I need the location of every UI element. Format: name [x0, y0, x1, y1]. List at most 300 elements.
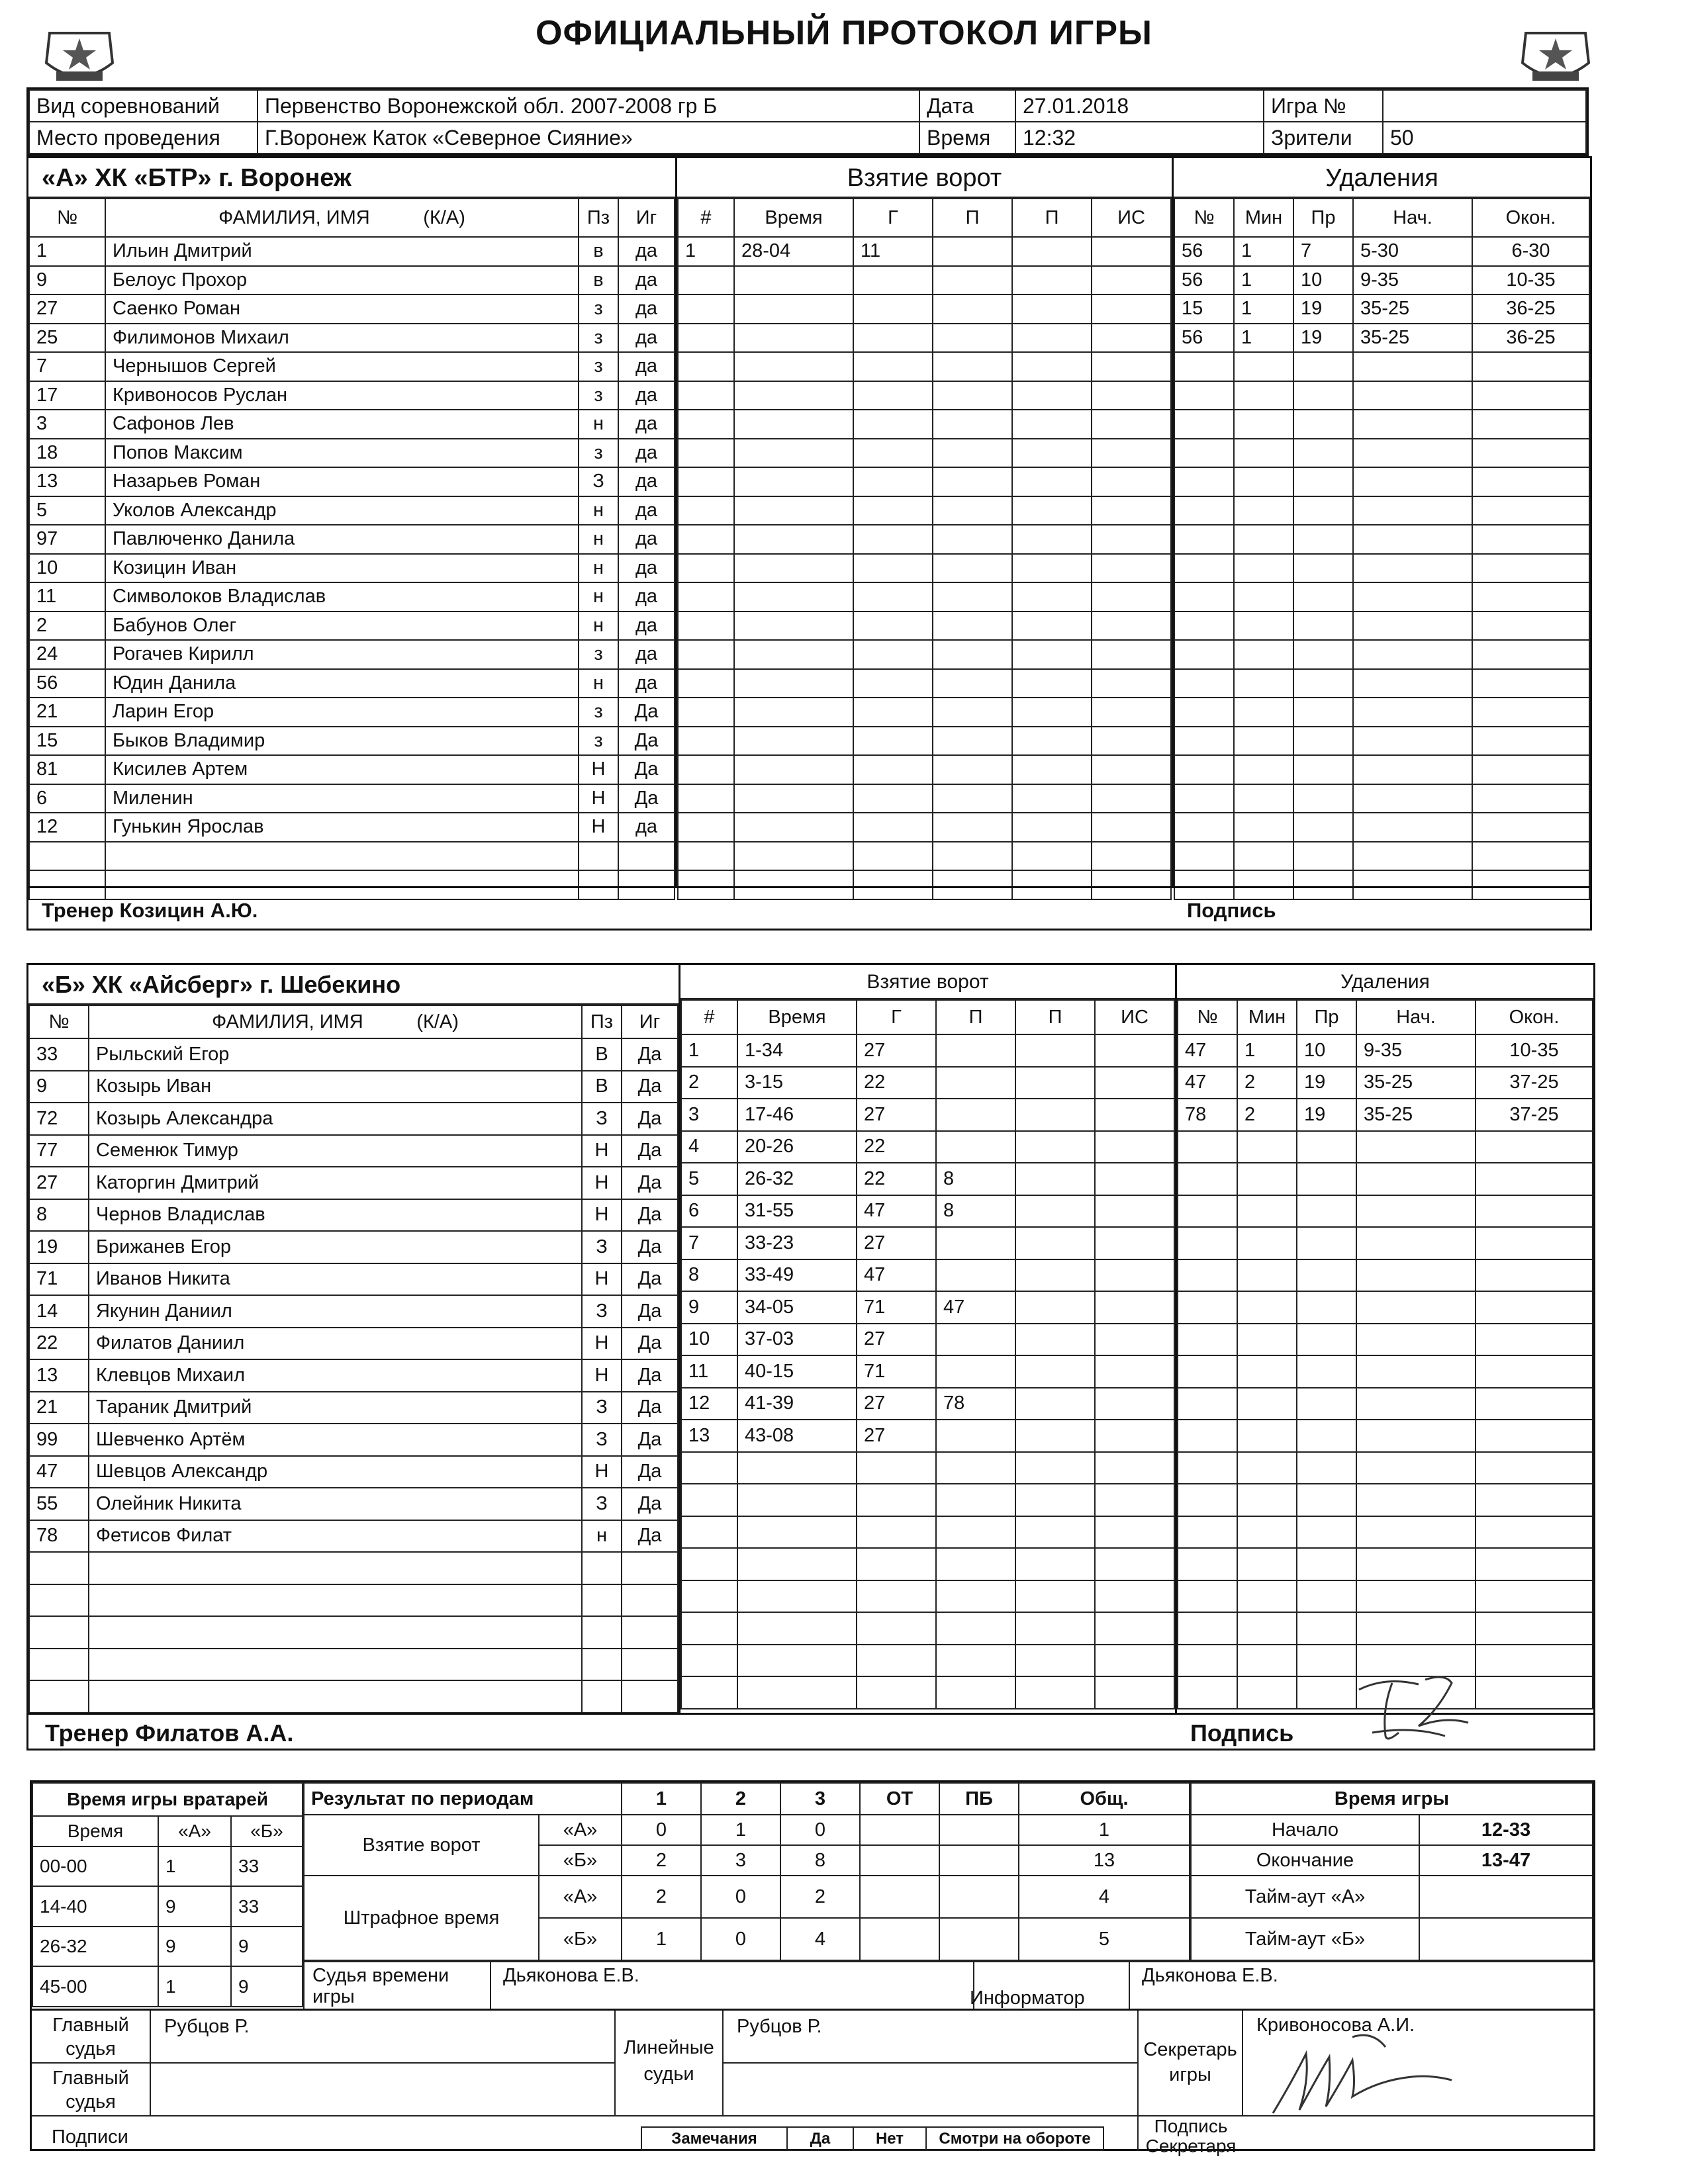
- player-name: [105, 842, 579, 871]
- player-position: з: [579, 352, 618, 381]
- player-played: [622, 1680, 678, 1713]
- goal-empty-cell: [933, 784, 1012, 813]
- col-goal-assist-2: П: [1015, 1000, 1095, 1034]
- goal-empty-cell: [853, 698, 933, 727]
- goal-p1: 47: [936, 1291, 1015, 1324]
- table-row: [681, 1388, 1174, 1420]
- goal-empty-cell: [1092, 813, 1171, 842]
- goal-n: 7: [681, 1227, 737, 1259]
- penalty-empty-cell: [1353, 582, 1472, 612]
- goal-empty-cell: [734, 582, 853, 612]
- goal-empty-cell: [853, 669, 933, 698]
- pen-b-label: «Б»: [539, 1918, 622, 1960]
- table-row: [29, 1520, 678, 1553]
- pen-a-total: 4: [1019, 1876, 1190, 1918]
- goal-empty-cell: [678, 439, 734, 468]
- table-row: [29, 1135, 678, 1167]
- table-row: [1174, 669, 1589, 698]
- goal-empty-cell: [1092, 295, 1171, 324]
- player-position: з: [579, 295, 618, 324]
- player-played: да: [618, 352, 675, 381]
- player-played: да: [618, 612, 675, 641]
- table-row: [1178, 1227, 1593, 1259]
- penalty-empty-cell: [1293, 784, 1353, 813]
- period-col-total: Общ.: [1019, 1783, 1190, 1815]
- table-row: [1174, 698, 1589, 727]
- penalty-end: 10-35: [1472, 266, 1589, 295]
- penalty-empty-cell: [1237, 1355, 1297, 1388]
- table-row: [1178, 1195, 1593, 1228]
- player-position: З: [582, 1392, 622, 1424]
- player-number: 13: [29, 1359, 89, 1392]
- penalty-end: 36-25: [1472, 324, 1589, 353]
- player-played: Да: [622, 1263, 678, 1296]
- penalty-empty-cell: [1472, 582, 1589, 612]
- col-penalty-end: Окон.: [1476, 1000, 1593, 1034]
- goal-time: 40-15: [737, 1355, 857, 1388]
- goal-empty-cell: [936, 1676, 1015, 1709]
- goal-empty-cell: [734, 439, 853, 468]
- penalty-empty-cell: [1234, 755, 1293, 784]
- player-number: [29, 1616, 89, 1649]
- penalty-empty-cell: [1293, 554, 1353, 583]
- col-penalty-reason: Пр: [1293, 199, 1353, 237]
- player-number: 71: [29, 1263, 89, 1296]
- goal-p1: 8: [936, 1163, 1015, 1195]
- col-name: ФАМИЛИЯ, ИМЯ (К/А): [89, 1005, 582, 1038]
- penalty-empty-cell: [1353, 698, 1472, 727]
- player-number: 7: [29, 352, 105, 381]
- penalty-empty-cell: [1476, 1645, 1593, 1677]
- table-row: [1178, 1580, 1593, 1613]
- informer-label: Информатор: [970, 1987, 1085, 2009]
- goal-empty-cell: [933, 295, 1012, 324]
- goalie-col-b: «Б»: [231, 1816, 303, 1846]
- table-row: [32, 1886, 303, 1927]
- penalty-empty-cell: [1353, 612, 1472, 641]
- goal-is: [1095, 1259, 1174, 1292]
- penalty-pr: 19: [1293, 324, 1353, 353]
- penalty-empty-cell: [1178, 1195, 1237, 1228]
- header-table: [26, 87, 1589, 156]
- goal-empty-cell: [734, 669, 853, 698]
- goal-is: [1095, 1355, 1174, 1388]
- player-name: Чернышов Сергей: [105, 352, 579, 381]
- table-row: [29, 1649, 678, 1681]
- goal-n: 8: [681, 1259, 737, 1292]
- goal-empty-cell: [1015, 1612, 1095, 1645]
- table-row: [678, 295, 1171, 324]
- goal-is: [1095, 1291, 1174, 1324]
- penalty-empty-cell: [1174, 467, 1234, 496]
- goal-g: 22: [857, 1131, 936, 1163]
- player-played: Да: [622, 1231, 678, 1263]
- game-start-value: 12-33: [1419, 1815, 1593, 1845]
- goals-b-total: 13: [1019, 1845, 1190, 1876]
- goal-empty-cell: [1092, 410, 1171, 439]
- goal-g: 27: [857, 1324, 936, 1356]
- player-name: Олейник Никита: [89, 1488, 582, 1520]
- penalty-empty-cell: [1234, 698, 1293, 727]
- team-b-penalties-table: [1177, 999, 1593, 1709]
- penalty-min: 1: [1237, 1034, 1297, 1067]
- officials-block: [32, 2009, 1593, 2156]
- table-row: [29, 439, 675, 468]
- goal-empty-cell: [933, 496, 1012, 525]
- table-row: [29, 813, 675, 842]
- penalty-empty-cell: [1356, 1131, 1476, 1163]
- timeout-a-value: [1419, 1876, 1593, 1918]
- goal-empty-cell: [1012, 640, 1092, 669]
- table-row: [678, 842, 1171, 871]
- penalty-start: 35-25: [1353, 295, 1472, 324]
- table-row: [29, 842, 675, 871]
- goal-empty-cell: [853, 582, 933, 612]
- table-row: [1178, 1355, 1593, 1388]
- table-row: [1178, 1516, 1593, 1549]
- player-name: Гунькин Ярослав: [105, 813, 579, 842]
- player-position: В: [582, 1071, 622, 1103]
- player-position: з: [579, 727, 618, 756]
- goal-empty-cell: [933, 381, 1012, 410]
- penalty-empty-cell: [1178, 1324, 1237, 1356]
- goal-empty-cell: [678, 612, 734, 641]
- goal-empty-cell: [853, 352, 933, 381]
- goal-empty-cell: [853, 554, 933, 583]
- table-row: [29, 1199, 678, 1232]
- col-goal-time: Время: [734, 199, 853, 237]
- penalty-empty-cell: [1293, 640, 1353, 669]
- player-number: [29, 842, 105, 871]
- penalty-min: 1: [1234, 237, 1293, 266]
- player-number: 10: [29, 554, 105, 583]
- goal-empty-cell: [1012, 784, 1092, 813]
- player-position: З: [582, 1295, 622, 1328]
- penalty-empty-cell: [1234, 640, 1293, 669]
- player-position: З: [582, 1424, 622, 1456]
- timeout-b-value: [1419, 1918, 1593, 1960]
- team-a-penalties-title: Удаления: [1174, 158, 1590, 198]
- table-row: [1174, 612, 1589, 641]
- penalty-empty-cell: [1472, 612, 1589, 641]
- player-number: [29, 1649, 89, 1681]
- penalty-empty-cell: [1356, 1516, 1476, 1549]
- penalty-no: 78: [1178, 1099, 1237, 1131]
- player-position: н: [579, 554, 618, 583]
- league-logo-right: [1516, 26, 1595, 89]
- table-row: [678, 237, 1171, 266]
- penalty-empty-cell: [1353, 467, 1472, 496]
- table-row: [1174, 554, 1589, 583]
- goals-a-total: 1: [1019, 1815, 1190, 1845]
- goals-b-p1: 2: [622, 1845, 701, 1876]
- pen-a-ot: [860, 1876, 939, 1918]
- goal-n: 2: [681, 1067, 737, 1099]
- table-row: [29, 1328, 678, 1360]
- table-row: [681, 1259, 1174, 1292]
- goal-g: 22: [857, 1067, 936, 1099]
- table-row: [29, 1103, 678, 1135]
- goal-empty-cell: [853, 612, 933, 641]
- line-judges-label: Линейные судьи: [614, 2011, 724, 2116]
- penalty-empty-cell: [1178, 1163, 1237, 1195]
- goal-empty-cell: [936, 1516, 1015, 1549]
- goalie-b: 33: [231, 1846, 303, 1887]
- goal-empty-cell: [678, 784, 734, 813]
- goal-n: 1: [681, 1034, 737, 1067]
- signatures-label: Подписи: [52, 2126, 128, 2148]
- penalty-empty-cell: [1472, 669, 1589, 698]
- pen-b-ot: [860, 1918, 939, 1960]
- penalty-empty-cell: [1174, 582, 1234, 612]
- goal-is: [1095, 1067, 1174, 1099]
- goal-empty-cell: [936, 1612, 1015, 1645]
- remarks-yes-checkbox[interactable]: Да: [788, 2128, 854, 2150]
- table-row: [681, 1291, 1174, 1324]
- col-goal-situation: ИС: [1095, 1000, 1174, 1034]
- penalty-empty-cell: [1174, 496, 1234, 525]
- penalty-empty-cell: [1353, 784, 1472, 813]
- goal-empty-cell: [933, 842, 1012, 871]
- goal-p2: [1012, 237, 1092, 266]
- goal-empty-cell: [853, 324, 933, 353]
- goal-empty-cell: [681, 1676, 737, 1709]
- goal-is: [1095, 1324, 1174, 1356]
- main-judge-value-1: Рубцов Р.: [151, 2011, 614, 2064]
- penalty-empty-cell: [1174, 381, 1234, 410]
- goal-empty-cell: [853, 813, 933, 842]
- shield-star-icon: [1516, 26, 1595, 89]
- col-penalty-start: Нач.: [1356, 1000, 1476, 1034]
- date-label: Дата: [919, 90, 1015, 122]
- player-played: [622, 1552, 678, 1584]
- goal-empty-cell: [734, 295, 853, 324]
- penalty-empty-cell: [1293, 381, 1353, 410]
- penalty-empty-cell: [1476, 1548, 1593, 1580]
- secretary-value: Кривоносова А.И.: [1243, 2011, 1593, 2116]
- goal-empty-cell: [1092, 467, 1171, 496]
- goal-empty-cell: [1092, 870, 1171, 899]
- table-row: [29, 295, 675, 324]
- penalty-empty-cell: [1472, 727, 1589, 756]
- penalty-empty-cell: [1356, 1580, 1476, 1613]
- player-name: Козырь Александра: [89, 1103, 582, 1135]
- player-position: н: [579, 582, 618, 612]
- period-results-table: [303, 1782, 1190, 1961]
- goal-empty-cell: [678, 669, 734, 698]
- player-name: Кривоносов Руслан: [105, 381, 579, 410]
- table-row: [1174, 525, 1589, 554]
- goal-n: 13: [681, 1420, 737, 1452]
- player-played: да: [618, 582, 675, 612]
- penalty-empty-cell: [1297, 1612, 1356, 1645]
- league-logo-left: [40, 26, 119, 89]
- goal-is: [1095, 1131, 1174, 1163]
- penalty-empty-cell: [1178, 1612, 1237, 1645]
- goal-empty-cell: [1092, 496, 1171, 525]
- player-number: 12: [29, 813, 105, 842]
- table-row: [29, 266, 675, 295]
- player-position: Н: [582, 1135, 622, 1167]
- player-played: Да: [622, 1328, 678, 1360]
- penalty-empty-cell: [1293, 870, 1353, 899]
- player-number: 21: [29, 1392, 89, 1424]
- player-position: з: [579, 698, 618, 727]
- goal-empty-cell: [681, 1484, 737, 1516]
- goal-empty-cell: [1012, 554, 1092, 583]
- goal-empty-cell: [1015, 1645, 1095, 1677]
- goal-p2: [1015, 1163, 1095, 1195]
- player-position: з: [579, 324, 618, 353]
- table-row: [1178, 1131, 1593, 1163]
- goal-time: 34-05: [737, 1291, 857, 1324]
- goal-p1: 8: [936, 1195, 1015, 1228]
- goal-empty-cell: [678, 582, 734, 612]
- table-row: [1178, 1259, 1593, 1292]
- penalty-empty-cell: [1356, 1163, 1476, 1195]
- table-row: [1174, 266, 1589, 295]
- table-row: [1178, 1388, 1593, 1420]
- table-row: [1178, 1420, 1593, 1452]
- penalty-empty-cell: [1472, 381, 1589, 410]
- col-penalty-reason: Пр: [1297, 1000, 1356, 1034]
- player-number: 24: [29, 640, 105, 669]
- period-col-ot: ОТ: [860, 1783, 939, 1815]
- player-number: 99: [29, 1424, 89, 1456]
- goals-b-p3: 8: [780, 1845, 860, 1876]
- pen-a-label: «А»: [539, 1876, 622, 1918]
- penalty-no: 56: [1174, 324, 1234, 353]
- player-number: 6: [29, 784, 105, 813]
- table-row: [29, 1552, 678, 1584]
- penalty-empty-cell: [1237, 1452, 1297, 1484]
- goal-empty-cell: [681, 1452, 737, 1484]
- table-row: [1174, 582, 1589, 612]
- table-row: [1174, 352, 1589, 381]
- col-position: Пз: [579, 199, 618, 237]
- table-row: [29, 467, 675, 496]
- goal-n: 3: [681, 1099, 737, 1131]
- player-name: [89, 1616, 582, 1649]
- player-played: Да: [618, 698, 675, 727]
- player-played: Да: [622, 1199, 678, 1232]
- player-position: н: [579, 525, 618, 554]
- penalty-empty-cell: [1297, 1259, 1356, 1292]
- penalty-empty-cell: [1293, 352, 1353, 381]
- goal-g: 27: [857, 1099, 936, 1131]
- table-row: [678, 813, 1171, 842]
- player-name: Попов Максим: [105, 439, 579, 468]
- remarks-no-checkbox[interactable]: Нет: [854, 2128, 927, 2150]
- penalty-empty-cell: [1476, 1484, 1593, 1516]
- penalty-empty-cell: [1356, 1420, 1476, 1452]
- goal-empty-cell: [678, 640, 734, 669]
- penalty-empty-cell: [1353, 496, 1472, 525]
- remarks-box: [641, 2126, 1104, 2151]
- penalty-empty-cell: [1234, 582, 1293, 612]
- player-played: да: [618, 410, 675, 439]
- penalty-empty-cell: [1234, 496, 1293, 525]
- goal-empty-cell: [1092, 698, 1171, 727]
- table-row: [678, 640, 1171, 669]
- goal-p1: [936, 1259, 1015, 1292]
- player-name: Быков Владимир: [105, 727, 579, 756]
- penalty-empty-cell: [1293, 467, 1353, 496]
- player-number: 27: [29, 1167, 89, 1199]
- goal-empty-cell: [853, 439, 933, 468]
- table-row: [681, 1355, 1174, 1388]
- player-number: 21: [29, 698, 105, 727]
- table-row: [1178, 1612, 1593, 1645]
- penalty-empty-cell: [1237, 1580, 1297, 1613]
- penalty-empty-cell: [1293, 582, 1353, 612]
- penalty-empty-cell: [1472, 784, 1589, 813]
- penalty-empty-cell: [1178, 1484, 1237, 1516]
- game-time-table: [1190, 1782, 1593, 1961]
- main-judge-value-2: [151, 2064, 614, 2116]
- goalie-a: 9: [158, 1927, 231, 1967]
- penalty-empty-cell: [1293, 727, 1353, 756]
- goal-empty-cell: [678, 813, 734, 842]
- col-goal-time: Время: [737, 1000, 857, 1034]
- table-row: [678, 669, 1171, 698]
- time-judge-label: Судья времени игры: [312, 1965, 449, 2007]
- penalty-empty-cell: [1237, 1676, 1297, 1709]
- penalty-empty-cell: [1178, 1645, 1237, 1677]
- table-row: [29, 1038, 678, 1071]
- goal-empty-cell: [734, 727, 853, 756]
- col-position: Пз: [582, 1005, 622, 1038]
- table-row: [1174, 467, 1589, 496]
- player-name: Фетисов Филат: [89, 1520, 582, 1553]
- col-goal-assist-2: П: [1012, 199, 1092, 237]
- table-row: [1174, 727, 1589, 756]
- penalty-empty-cell: [1356, 1355, 1476, 1388]
- time-judge-row: [303, 1961, 1593, 2009]
- goal-empty-cell: [681, 1612, 737, 1645]
- player-name: Ильин Дмитрий: [105, 237, 579, 266]
- see-back-label: Смотри на обороте: [939, 2130, 1091, 2148]
- player-name: Тараник Дмитрий: [89, 1392, 582, 1424]
- table-row: [29, 727, 675, 756]
- player-position: з: [579, 640, 618, 669]
- goal-time: 17-46: [737, 1099, 857, 1131]
- player-position: З: [582, 1231, 622, 1263]
- shield-star-icon: [40, 26, 119, 89]
- table-row: [29, 1231, 678, 1263]
- player-name: Иванов Никита: [89, 1263, 582, 1296]
- player-number: 18: [29, 439, 105, 468]
- table-row: [29, 352, 675, 381]
- goal-empty-cell: [681, 1580, 737, 1613]
- goal-empty-cell: [1092, 525, 1171, 554]
- penalty-row-label: Штрафное время: [304, 1876, 539, 1960]
- penalty-no: 56: [1174, 237, 1234, 266]
- table-row: [1174, 295, 1589, 324]
- penalty-min: 2: [1237, 1067, 1297, 1099]
- goal-p1: [936, 1131, 1015, 1163]
- player-position: З: [582, 1488, 622, 1520]
- goalie-time: 26-32: [32, 1927, 158, 1967]
- table-row: [1178, 1291, 1593, 1324]
- player-name: Назарьев Роман: [105, 467, 579, 496]
- pen-b-p1: 1: [622, 1918, 701, 1960]
- team-b-goals-table: [680, 999, 1175, 1709]
- goalie-col-time: Время: [32, 1816, 158, 1846]
- goal-empty-cell: [1095, 1452, 1174, 1484]
- penalty-empty-cell: [1297, 1324, 1356, 1356]
- game-time-block: [1190, 1782, 1593, 1961]
